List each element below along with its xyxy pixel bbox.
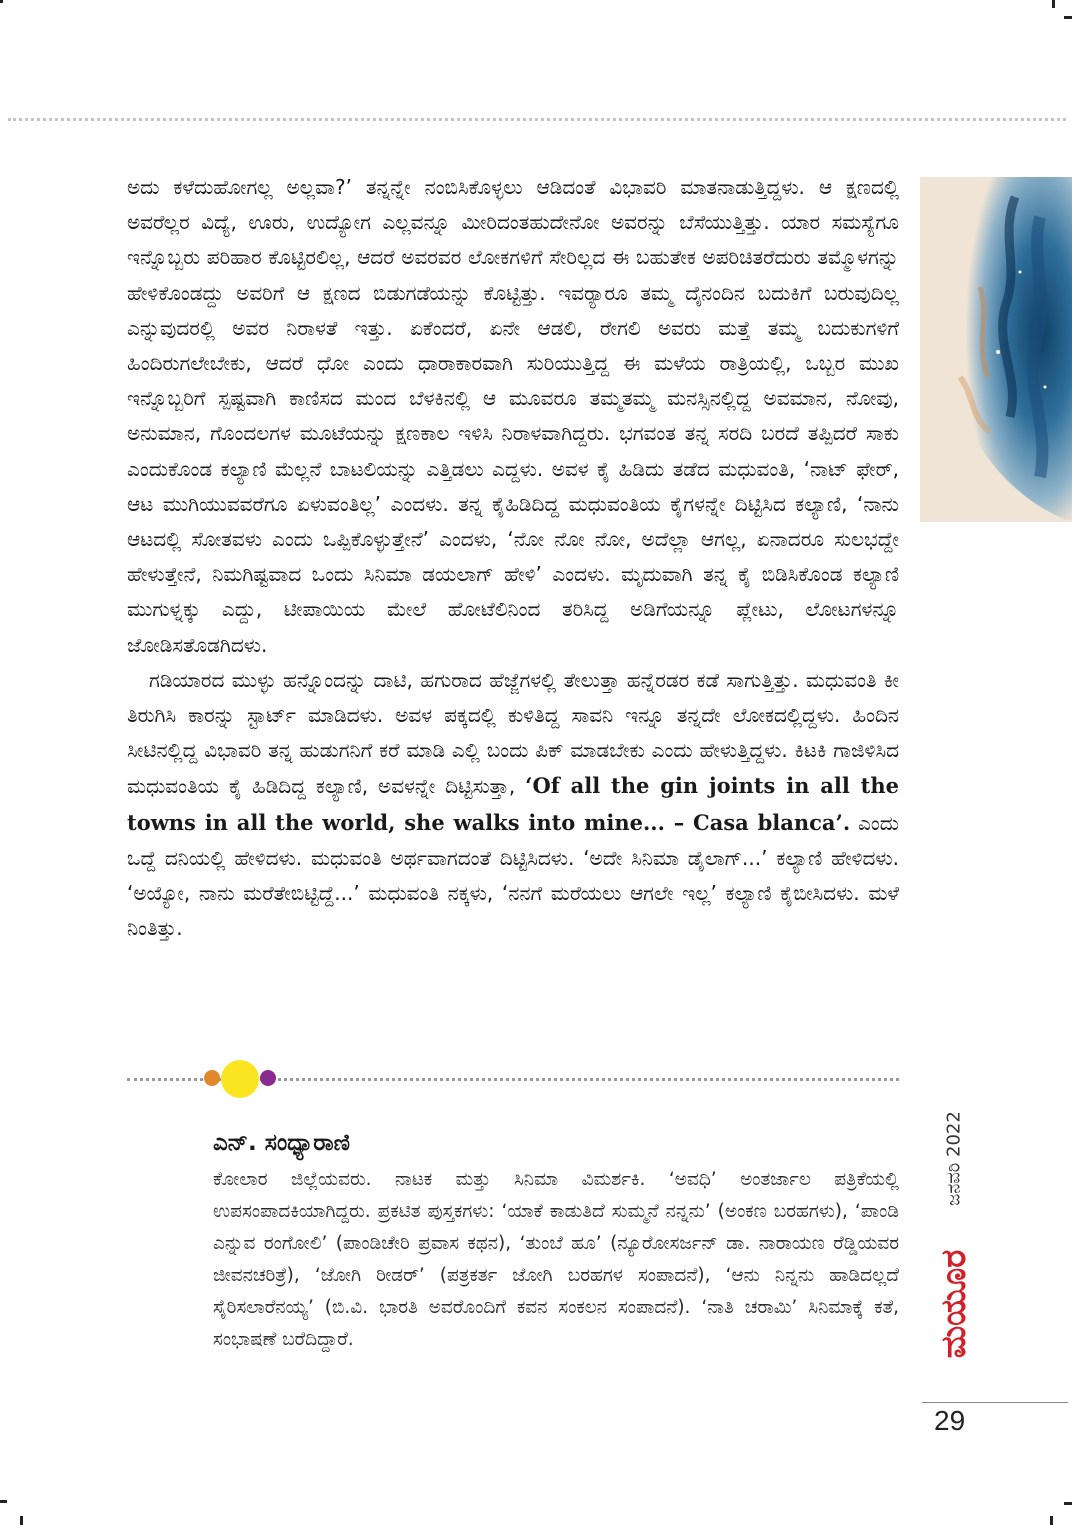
author-bio: ಕೋಲಾರ ಜಿಲ್ಲೆಯವರು. ನಾಟಕ ಮತ್ತು ಸಿನಿಮಾ ವಿಮರ್ಶಕಿ. ‘ಅವಧಿ’ ಅಂತರ್ಜಾಲ ಪತ್ರಿಕೆಯಲ್ಲಿ ಉಪಸಂಪಾದಕಿಯಾಗಿದ್ದರು. ಪ್ರಕಟಿತ ಪುಸ್ತಕಗಳು: ‘ಯಾಕೆ ಕಾಡುತಿದೆ ಸುಮ್ಮನೆ ನನ್ನನು’ (ಅಂಕಣ ಬರಹಗಳು), ‘ಪಾಂಡಿ ಎನ್ನುವ ರಂಗೋಲಿ’ (ಪಾಂಡಿಚೇರಿ ಪ್ರವಾಸ ಕಥನ), ‘ತುಂಬೆ ಹೂ’ (ನ್ಯೂರೋಸರ್ಜನ್ ಡಾ. ನಾರಾಯಣ ರೆಡ್ಡಿಯವರ ಜೀವನಚರಿತ್ರೆ), ‘ಜೋಗಿ ರೀಡರ್’ (ಪತ್ರಕರ್ತ ಜೋಗಿ ಬರಹಗಳ ಸಂಪಾದನೆ), ‘ಆನು ನಿನ್ನನು ಹಾಡಿದಲ್ಲದೆ ಸೈರಿಸಲಾರೆನಯ್ಯ’ (ಬಿ.ವಿ. ಭಾರತಿ ಅವರೊಂದಿಗೆ ಕವನ ಸಂಕಲನ ಸಂಪಾದನೆ). ‘ನಾತಿ ಚರಾಮಿ’ ಸಿನಿಮಾಕ್ಕೆ ಕತೆ, ಸಂಭಾಷಣೆ ಬರೆದಿದ್ದಾರೆ. [213,1169,899,1350]
author-name: ಎನ್. ಸಂಧ್ಯಾರಾಣಿ [213,1130,350,1156]
painting-illustration [920,177,1072,522]
issue-date-text: ಜನವರಿ 2022 [943,1111,965,1206]
article-paragraph-1: ಅದು ಕಳೆದುಹೋಗಲ್ಲ ಅಲ್ಲವಾ?’ ತನ್ನನ್ನೇ ನಂಬಿಸಿಕೊಳ್ಳಲು ಆಡಿದಂತೆ ವಿಭಾವರಿ ಮಾತನಾಡುತ್ತಿದ್ದಳು. ಆ ಕ್ಷಣದಲ್ಲಿ ಅವರೆಲ್ಲರ ವಿದ್ಯೆ, ಊರು, ಉದ್ಯೋಗ ಎಲ್ಲವನ್ನೂ ಮೀರಿದಂತಹುದೇನೋ ಅವರನ್ನು ಬೆಸೆಯುತ್ತಿತ್ತು. ಯಾರ ಸಮಸ್ಯೆಗೂ ಇನ್ನೊಬ್ಬರು ಪರಿಹಾರ ಕೊಟ್ಟಿರಲಿಲ್ಲ, ಆದರೆ ಅವರವರ ಲೋಕಗಳಿಗೆ ಸೇರಿಲ್ಲದ ಈ ಬಹುತೇಕ ಅಪರಿಚಿತರೆದುರು ತಮ್ಮೊಳಗನ್ನು ಹೇಳಿಕೊಂಡದ್ದು ಅವರಿಗೆ ಆ ಕ್ಷಣದ ಬಿಡುಗಡೆಯನ್ನು ಕೊಟ್ಟಿತ್ತು. ಇವರ್‍ಯಾರೂ ತಮ್ಮ ದೈನಂದಿನ ಬದುಕಿಗೆ ಬರುವುದಿಲ್ಲ ಎನ್ನುವುದರಲ್ಲಿ ಅವರ ನಿರಾಳತೆ ಇತ್ತು. ಏಕೆಂದರೆ, ಏನೇ ಆಡಲಿ, ರೇಗಲಿ ಅವರು ಮತ್ತೆ ತಮ್ಮ ಬದುಕುಗಳಿಗೆ ಹಿಂದಿರುಗಲೇಬೇಕು, ಆದರೆ ಧೋ ಎಂದು ಧಾರಾಕಾರವಾಗಿ ಸುರಿಯುತ್ತಿದ್ದ ಈ ಮಳೆಯ ರಾತ್ರಿಯಲ್ಲಿ, ಒಬ್ಬರ ಮುಖ ಇನ್ನೊಬ್ಬರಿಗೆ ಸ್ಪಷ್ಟವಾಗಿ ಕಾಣಿಸದ ಮಂದ ಬೆಳಕಿನಲ್ಲಿ ಆ ಮೂವರೂ ತಮ್ಮತಮ್ಮ ಮನಸ್ಸಿನಲ್ಲಿದ್ದ ಅವಮಾನ, ನೋವು, ಅನುಮಾನ, ಗೊಂದಲಗಳ ಮೂಟೆಯನ್ನು ಕ್ಷಣಕಾಲ ಇಳಿಸಿ ನಿರಾಳವಾಗಿದ್ದರು. ಭಗವಂತ ತನ್ನ ಸರದಿ ಬರದೆ ತಪ್ಪಿದರೆ ಸಾಕು ಎಂದುಕೊಂಡ ಕಲ್ಯಾಣಿ ಮೆಲ್ಲನೆ ಬಾಟಲಿಯನ್ನು ಎತ್ತಿಡಲು ಎದ್ದಳು. ಅವಳ ಕೈ ಹಿಡಿದು ತಡೆದ ಮಧುವಂತಿ, ‘ನಾಟ್ ಫೇರ್, ಆಟ ಮುಗಿಯುವವರೆಗೂ ಏಳುವಂತಿಲ್ಲ’ ಎಂದಳು. ತನ್ನ ಕೈಹಿಡಿದಿದ್ದ ಮಧುವಂತಿಯ ಕೈಗಳನ್ನೇ ದಿಟ್ಟಿಸಿದ ಕಲ್ಯಾಣಿ, ‘ನಾನು ಆಟದಲ್ಲಿ ಸೋತವಳು ಎಂದು ಒಪ್ಪಿಕೊಳ್ಳುತ್ತೇನೆ’ ಎಂದಳು, ‘ನೋ ನೋ ನೋ, ಅದೆಲ್ಲಾ ಆಗಲ್ಲ, ಏನಾದರೂ ಸುಲಭದ್ದೇ ಹೇಳುತ್ತೇನೆ, ನಿಮಗಿಷ್ಟವಾದ ಒಂದು ಸಿನಿಮಾ ಡಯಲಾಗ್ ಹೇಳಿ’ ಎಂದಳು. ಮೃದುವಾಗಿ ತನ್ನ ಕೈ ಬಿಡಿಸಿಕೊಂಡ ಕಲ್ಯಾಣಿ ಮುಗುಳ್ನಕ್ಕು ಎದ್ದು, ಟೀಪಾಯಿಯ ಮೇಲೆ ಹೋಟೆಲಿನಿಂದ ತರಿಸಿದ್ದ ಅಡಿಗೆಯನ್ನೂ ಪ್ಲೇಟು, ಲೋಟಗಳನ್ನೂ ಜೋಡಿಸತೊಡಗಿದಳು. [127,175,899,657]
painting-icon [920,177,1072,522]
crop-mark-top-left [0,0,3,3]
author-box [213,1128,899,1356]
crop-mark-bottom-left [0,1500,7,1503]
article-paragraph-2 [127,663,899,947]
article-body [127,170,899,946]
top-dotted-rule [8,118,1066,121]
crop-mark-top [1052,0,1055,8]
crop-mark-bottom [20,1516,23,1525]
separator-dot-purple [260,1070,276,1086]
paragraph-2-text-after: ಎಂದು ಒದ್ದೆ ದನಿಯಲ್ಲಿ ಹೇಳಿದಳು. ಮಧುವಂತಿ ಅರ್ಥವಾಗದಂತೆ ದಿಟ್ಟಿಸಿದಳು. ‘ಅದೇ ಸಿನಿಮಾ ಡೈಲಾಗ್...’ ಕಲ್ಯಾಣಿ ಹೇಳಿದಳು. ‘ಅಯ್ಯೋ, ನಾನು ಮರೆತೇಬಿಟ್ಟಿದ್ದೆ...’ ಮಧುವಂತಿ ನಕ್ಕಳು, ‘ನನಗೆ ಮರೆಯಲು ಆಗಲೇ ಇಲ್ಲ’ ಕಲ್ಯಾಣಿ ಕೈಬೀಸಿದಳು. ಮಳೆ ನಿಂತಿತ್ತು. [127,810,900,941]
magazine-logo-text: ಮಯೂರ [934,1249,974,1359]
crop-mark-bottom-right-2 [1050,1516,1053,1525]
separator-dot-orange [204,1070,220,1086]
separator-dot-yellow [221,1060,259,1098]
english-movie-quote: ‘Of all the gin joints in all the towns in all the world, she walks into mine... – Casa blanca’. [127,773,900,835]
crop-mark-right-top [1064,16,1072,19]
page-number: 29 [934,1405,966,1436]
paragraph-2-text-before: ಗಡಿಯಾರದ ಮುಳ್ಳು ಹನ್ನೊಂದನ್ನು ದಾಟಿ, ಹಗುರಾದ ಹೆಜ್ಜೆಗಳಲ್ಲಿ ತೇಲುತ್ತಾ ಹನ್ನೆರಡರ ಕಡೆ ಸಾಗುತ್ತಿತ್ತು. ಮಧುವಂತಿ ಕೀ ತಿರುಗಿಸಿ ಕಾರನ್ನು ಸ್ಟಾರ್ಟ್ ಮಾಡಿದಳು. ಅವಳ ಪಕ್ಕದಲ್ಲಿ ಕುಳಿತಿದ್ದ ಸಾವನಿ ಇನ್ನೂ ತನ್ನದೇ ಲೋಕದಲ್ಲಿದ್ದಳು. ಹಿಂದಿನ ಸೀಟಿನಲ್ಲಿದ್ದ ವಿಭಾವರಿ ತನ್ನ ಹುಡುಗನಿಗೆ ಕರೆ ಮಾಡಿ ಎಲ್ಲಿ ಬಂದು ಪಿಕ್ ಮಾಡಬೇಕು ಎಂದು ಹೇಳುತ್ತಿದ್ದಳು. ಕಿಟಕಿ ಗಾಜಿಳಿಸಿದ ಮಧುವಂತಿಯ ಕೈ ಹಿಡಿದಿದ್ದ ಕಲ್ಯಾಣಿ, ಅವಳನ್ನೇ ದಿಟ್ಟಿಸುತ್ತಾ, [127,667,899,799]
crop-mark-bottom-right [1064,1502,1072,1505]
